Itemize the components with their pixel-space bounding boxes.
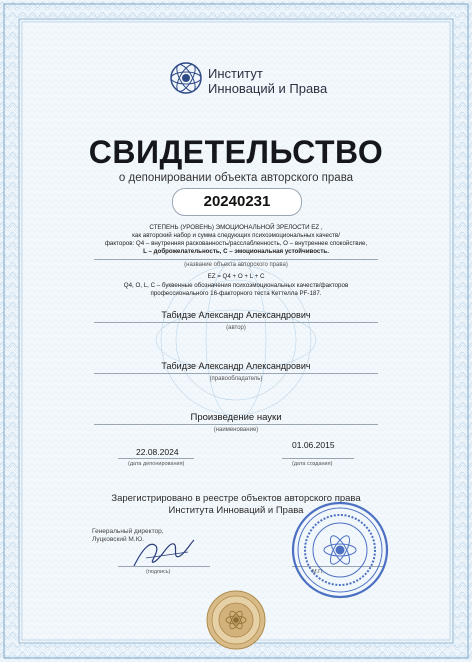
object-name-underline bbox=[94, 259, 378, 260]
description-line: L – доброжелательность, C – эмоциональная устойчивость. bbox=[143, 248, 329, 255]
stamp-label: М.П. bbox=[312, 569, 324, 575]
institute-name-line2: Инноваций и Права bbox=[208, 81, 328, 96]
work-type: Произведение науки bbox=[190, 412, 282, 423]
holder-underline bbox=[94, 373, 378, 374]
registration-note bbox=[0, 493, 472, 517]
institute-name bbox=[208, 66, 327, 96]
creation-date-underline bbox=[282, 458, 354, 459]
work-underline bbox=[94, 424, 378, 425]
signature-underline bbox=[118, 566, 210, 567]
author-name: Табидзе Александр Александрович bbox=[161, 310, 311, 320]
holder-label: (правообладатель) bbox=[209, 376, 263, 382]
institute-name-line1: Институт bbox=[208, 66, 263, 81]
deposit-date: 22.08.2024 bbox=[136, 447, 179, 457]
description-line: факторов: Q4 – внутренняя раскованность/расслабленность, O – внутреннее спокойствие, bbox=[104, 240, 368, 247]
formula-note bbox=[50, 282, 422, 298]
description-line: СТЕПЕНЬ (УРОВЕНЬ) ЭМОЦИОНАЛЬНОЙ ЗРЕЛОСТИ EZ , bbox=[149, 224, 323, 231]
author-underline bbox=[94, 322, 378, 323]
certificate-subtitle: о депонировании объекта авторского права bbox=[118, 172, 354, 184]
director-signature bbox=[128, 532, 200, 574]
object-description bbox=[50, 224, 422, 256]
director-title: Генеральный директор, bbox=[92, 528, 164, 535]
author-label: (автор) bbox=[226, 325, 246, 331]
gold-seal bbox=[206, 590, 266, 650]
creation-date: 01.06.2015 bbox=[292, 440, 335, 450]
formula-note-line: Q4, O, L, C – буквенные обозначения психоэмоциональных качеств/факторов bbox=[123, 282, 349, 289]
work-label: (наименование) bbox=[213, 427, 259, 433]
creation-date-label: (дата создания) bbox=[292, 461, 333, 467]
deposit-date-underline bbox=[118, 458, 194, 459]
signature-label: (подпись) bbox=[146, 569, 171, 575]
certificate-number: 20240231 bbox=[172, 188, 302, 216]
official-stamp bbox=[290, 500, 390, 600]
description-line: как авторский набор и сумма следующих психоэмоциональных качеств/ bbox=[132, 232, 340, 239]
holder-name: Табидзе Александр Александрович bbox=[161, 361, 311, 371]
deposit-date-label: (дата депонирования) bbox=[128, 461, 185, 467]
formula: EZ = Q4 + O + L + C bbox=[207, 273, 265, 280]
registration-line1: Зарегистрировано в реестре объектов авторского права bbox=[111, 493, 361, 504]
formula-note-line: профессионального 16-факторного теста Кеттелла PF-187. bbox=[150, 290, 322, 297]
object-name-label: (название объекта авторского права) bbox=[184, 262, 288, 268]
director-name: Луцковский М.Ю. bbox=[92, 536, 144, 543]
certificate-title: СВИДЕТЕЛЬСТВО bbox=[88, 134, 384, 170]
registration-line2: Института Инноваций и Права bbox=[168, 505, 304, 516]
